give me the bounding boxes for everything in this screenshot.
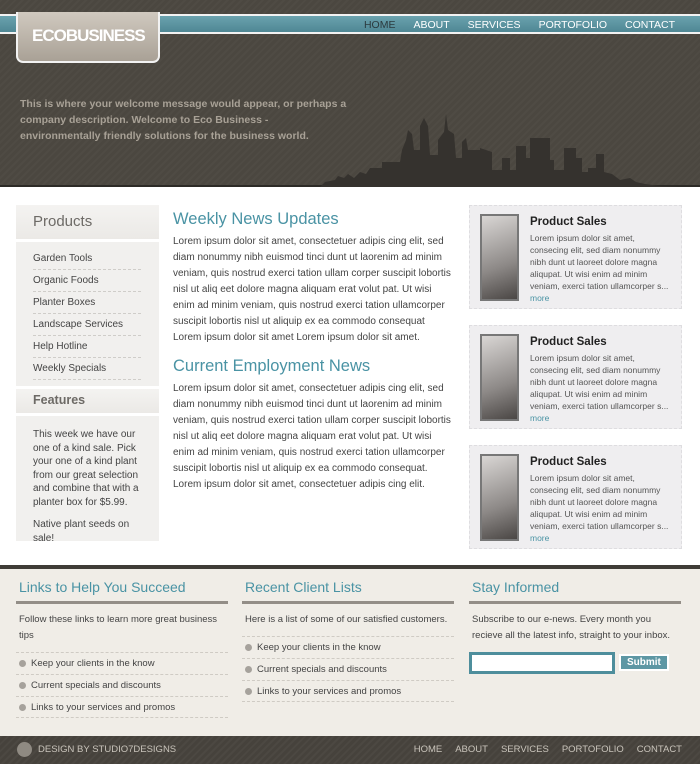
studio-logo-icon <box>17 742 32 757</box>
footer-bar <box>0 736 700 764</box>
more-link[interactable]: more <box>530 293 550 303</box>
footer-link[interactable]: Current specials and discounts <box>16 674 228 696</box>
skyline-illustration <box>320 110 680 187</box>
bullet-icon <box>245 644 252 651</box>
card-text: Lorem ipsum dolor sit amet, consecing elit, sed diam nonummy nibh dunt ut laoreet dolore magna aliqupat. Ut wisi enim ad minim veniam, exerci tation ullamcorper s... <box>530 353 669 411</box>
submit-button[interactable]: Submit <box>619 654 669 671</box>
jobs-text: Lorem ipsum dolor sit amet, consectetuer adipis cing elit, sed diam nonummy nibh euismod tinci dunt ut laorenim ad minim veniam, quis nostrud exerci tation ullam corper suscipit lobortis nisl ut aliq eet dolore magna aliquam erat volut pat. Ut wisi enim ad minim veniam, quis nostrud exerci tation ullamcorper suscipit lobortis nisl ut aliquip ex ea commodo consequat. Lorem ipsum dolor sit amet, consectetuer adipis cing elit. <box>173 383 451 490</box>
footer-nav <box>414 744 682 755</box>
footer-nav-about[interactable]: ABOUT <box>455 744 488 755</box>
clients-heading: Recent Client Lists <box>242 579 454 604</box>
products-heading: Products <box>16 205 159 239</box>
left-sidebar <box>16 205 159 544</box>
welcome-message: This is where your welcome message would appear, or perhaps a company description. Welcome to Eco Business - environmentally friendly solutions for the business world. <box>20 98 347 142</box>
subscribe-heading: Stay Informed <box>469 579 681 604</box>
card-title: Product Sales <box>530 336 607 348</box>
credit-link[interactable]: DESIGN BY STUDIO7DESIGNS <box>38 744 177 755</box>
product-card <box>469 325 682 429</box>
sidebar-item-planter-boxes[interactable]: Planter Boxes <box>33 292 141 314</box>
logo[interactable]: ECOBUSINESS <box>16 12 160 63</box>
card-title: Product Sales <box>530 456 607 468</box>
subscribe-intro: Subscribe to our e-news. Every month you recieve all the latest info, straight to your inbox. <box>472 614 671 641</box>
news-text: Lorem ipsum dolor sit amet, consectetuer adipis cing elit, sed diam nonummy nibh euismod tinci dunt ut laorenim ad minim veniam, quis nostrud exerci tation ullam corper suscipit lobortis nisl ut aliq eet dolore magna aliquam erat volut pat. Ut wisi enim ad minim veniam, quis nostrud exerci tation ullamcorper suscipit lobortis nisl ut aliquip ex ea commodo consequat Lorem ipsum dolor sit amet Lorem ipsum dolor sit amet. <box>173 236 451 343</box>
footer-link[interactable]: Links to your services and promos <box>16 696 228 718</box>
nav-services[interactable]: SERVICES <box>467 19 521 31</box>
features-heading: Features <box>16 389 159 413</box>
clients-column <box>242 579 454 702</box>
nav-portfolio[interactable]: PORTOFOLIO <box>538 19 608 31</box>
products-box <box>16 205 159 239</box>
product-card <box>469 445 682 549</box>
jobs-heading: Current Employment News <box>173 357 371 375</box>
nav-home[interactable]: HOME <box>363 19 396 31</box>
sidebar-item-garden-tools[interactable]: Garden Tools <box>33 248 141 270</box>
footer-nav-portfolio[interactable]: PORTOFOLIO <box>561 744 624 755</box>
sidebar-item-organic-foods[interactable]: Organic Foods <box>33 270 141 292</box>
features-text: This week we have our one of a kind sale. Pick your one of a kind plant from our great selection and combine that with a planter box for $5.99. <box>33 429 139 508</box>
sidebar-item-landscape-services[interactable]: Landscape Services <box>33 314 141 336</box>
news-heading: Weekly News Updates <box>173 210 339 228</box>
top-nav <box>355 17 684 33</box>
footer-link[interactable]: Current specials and discounts <box>242 658 454 680</box>
card-title: Product Sales <box>530 216 607 228</box>
footer-link[interactable]: Keep your clients in the know <box>16 652 228 674</box>
tulip-image <box>480 454 519 541</box>
features-box <box>16 416 159 544</box>
footer-columns <box>0 569 700 736</box>
features-heading-box <box>16 389 159 413</box>
footer-link[interactable]: Links to your services and promos <box>242 680 454 702</box>
product-card <box>469 205 682 309</box>
footer-nav-contact[interactable]: CONTACT <box>636 744 682 755</box>
links-column <box>16 579 228 718</box>
card-text: Lorem ipsum dolor sit amet, consecing elit, sed diam nonummy nibh dunt ut laoreet dolore magna aliqupat. Ut wisi enim ad minim veniam, exerci tation ullamcorper s... <box>530 473 669 531</box>
main-content <box>173 210 453 504</box>
footer-nav-services[interactable]: SERVICES <box>500 744 549 755</box>
clients-intro: Here is a list of some of our satisfied customers. <box>245 614 448 625</box>
more-link[interactable]: more <box>530 533 550 543</box>
links-heading: Links to Help You Succeed <box>16 579 228 604</box>
card-text: Lorem ipsum dolor sit amet, consecing elit, sed diam nonummy nibh dunt ut laoreet dolore magna aliqupat. Ut wisi enim ad minim veniam, exerci tation ullamcorper s... <box>530 233 669 291</box>
nav-about[interactable]: ABOUT <box>413 19 450 31</box>
bullet-icon <box>19 704 26 711</box>
bullet-icon <box>19 682 26 689</box>
tulip-image <box>480 334 519 421</box>
sidebar-item-weekly-specials[interactable]: Weekly Specials <box>33 358 141 380</box>
bullet-icon <box>245 666 252 673</box>
email-input[interactable] <box>469 652 615 674</box>
sidebar-item-help-hotline[interactable]: Help Hotline <box>33 336 141 358</box>
nav-contact[interactable]: CONTACT <box>625 19 675 31</box>
more-link[interactable]: more <box>530 413 550 423</box>
tulip-image <box>480 214 519 301</box>
subscribe-column <box>469 579 681 674</box>
bullet-icon <box>245 688 252 695</box>
header <box>0 0 700 187</box>
features-note: Native plant seeds on sale! <box>33 519 130 544</box>
footer-nav-home[interactable]: HOME <box>413 744 443 755</box>
footer-link[interactable]: Keep your clients in the know <box>242 636 454 658</box>
bullet-icon <box>19 660 26 667</box>
products-list <box>16 242 159 386</box>
links-intro: Follow these links to learn more great business tips <box>19 614 218 641</box>
